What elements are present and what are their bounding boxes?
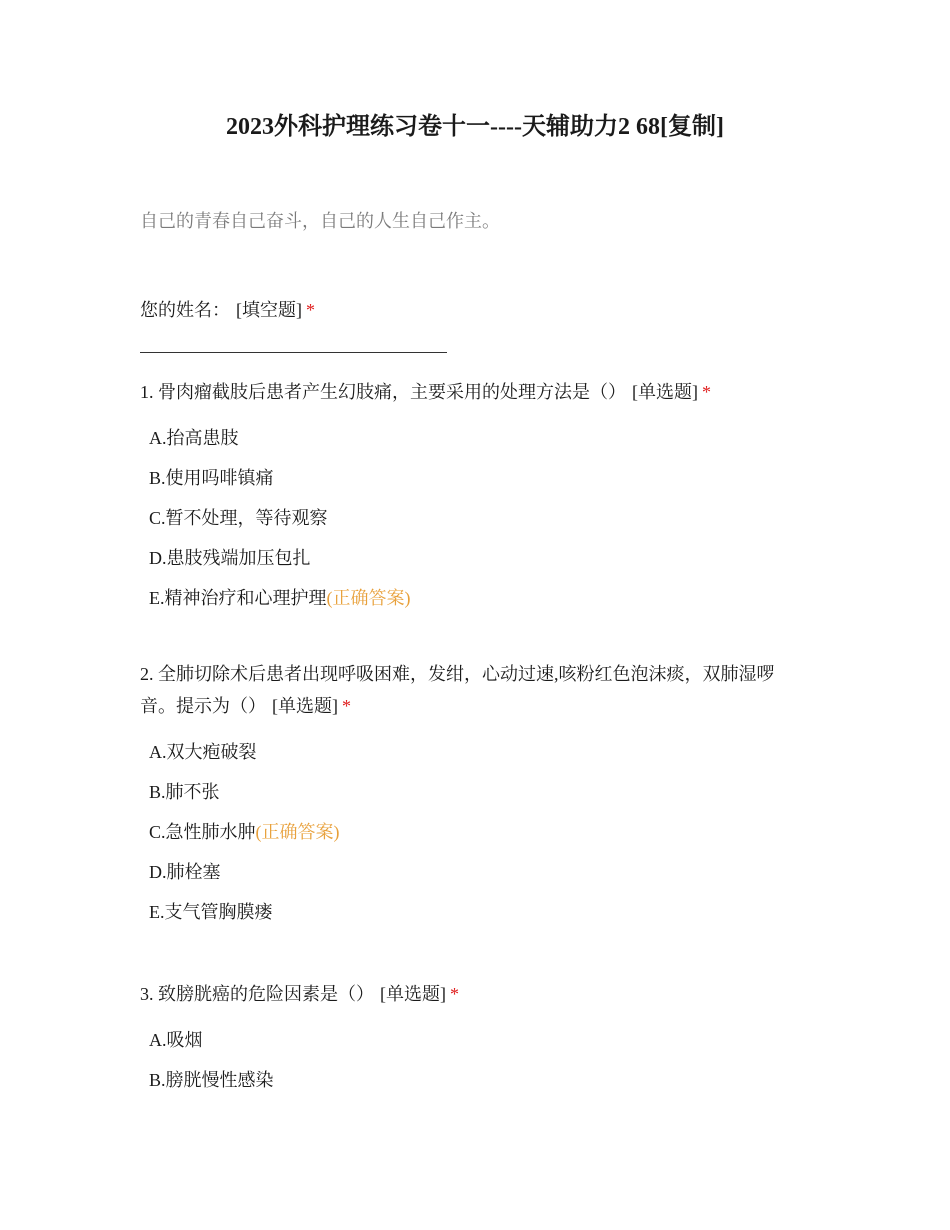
option-list xyxy=(140,1020,810,1100)
option-label: B.膀胱慢性感染 xyxy=(149,1070,274,1090)
page-title: 2023外科护理练习卷十一----天辅助力2 68[复制] xyxy=(226,114,724,140)
correct-answer-tag: (正确答案) xyxy=(255,822,340,842)
question-type: [单选题] xyxy=(272,696,338,716)
question-3 xyxy=(140,978,810,1100)
option-list xyxy=(140,418,810,618)
name-question-label: 您的姓名： xyxy=(140,300,230,320)
name-input-line[interactable] xyxy=(140,352,447,353)
option-label: D.肺栓塞 xyxy=(149,862,221,882)
question-2-text-line1: 2. 全肺切除术后患者出现呼吸困难，发绀，心动过速,咳粉红色泡沫痰，双肺湿啰 xyxy=(140,664,775,684)
correct-answer-tag: (正确答案) xyxy=(326,588,411,608)
question-type: [单选题] xyxy=(380,984,446,1004)
question-text xyxy=(140,658,810,722)
option-label: C.急性肺水肿 xyxy=(149,822,256,842)
question-text xyxy=(140,376,810,408)
required-mark: * xyxy=(342,696,351,716)
question-type: [单选题] xyxy=(632,382,698,402)
option-label: B.肺不张 xyxy=(149,782,220,802)
question-1-text: 1. 骨肉瘤截肢后患者产生幻肢痛，主要采用的处理方法是（） xyxy=(140,382,626,402)
option-b[interactable] xyxy=(140,1060,810,1100)
option-e[interactable] xyxy=(140,892,810,932)
question-type: [填空题] xyxy=(236,300,302,320)
question-2 xyxy=(140,658,810,932)
question-1 xyxy=(140,376,810,618)
question-text xyxy=(140,978,810,1010)
option-list xyxy=(140,732,810,932)
option-label: A.双大疱破裂 xyxy=(149,742,257,762)
option-b[interactable] xyxy=(140,772,810,812)
question-3-text: 3. 致膀胱癌的危险因素是（） xyxy=(140,984,374,1004)
required-mark: * xyxy=(450,984,459,1004)
option-label: A.抬高患肢 xyxy=(149,428,239,448)
option-a[interactable] xyxy=(140,1020,810,1060)
intro-text: 自己的青春自己奋斗，自己的人生自己作主。 xyxy=(140,211,500,231)
option-b[interactable] xyxy=(140,458,810,498)
option-label: B.使用吗啡镇痛 xyxy=(149,468,274,488)
option-d[interactable] xyxy=(140,538,810,578)
option-label: E.精神治疗和心理护理 xyxy=(149,588,327,608)
option-a[interactable] xyxy=(140,418,810,458)
required-mark: * xyxy=(702,382,711,402)
option-e[interactable] xyxy=(140,578,810,618)
option-a[interactable] xyxy=(140,732,810,772)
option-label: D.患肢残端加压包扎 xyxy=(149,548,311,568)
option-d[interactable] xyxy=(140,852,810,892)
option-label: C.暂不处理，等待观察 xyxy=(149,508,328,528)
option-label: E.支气管胸膜瘘 xyxy=(149,902,273,922)
option-c[interactable] xyxy=(140,812,810,852)
question-2-text-line2: 音。提示为（） xyxy=(140,696,266,716)
name-question xyxy=(140,294,315,326)
option-c[interactable] xyxy=(140,498,810,538)
option-label: A.吸烟 xyxy=(149,1030,203,1050)
required-mark: * xyxy=(306,300,315,320)
